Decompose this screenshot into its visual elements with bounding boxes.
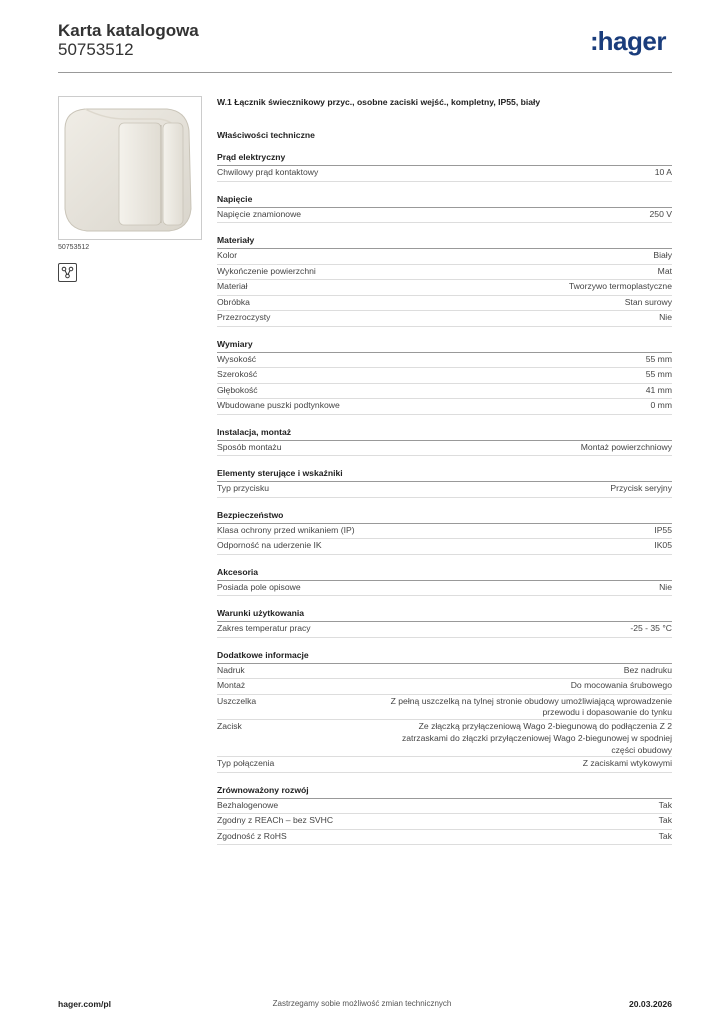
spec-row: [217, 695, 672, 721]
spec-key: Typ połączenia: [217, 758, 275, 769]
spec-value: 0 mm: [650, 400, 672, 410]
spec-table: [217, 140, 672, 845]
product-title: W.1 Łącznik świecznikowy przyc., osobne zaciski wejść., kompletny, IP55, biały: [217, 97, 541, 107]
spec-group-title: Dodatkowe informacje: [217, 648, 672, 664]
logo-text: hager: [597, 26, 666, 56]
spec-value: -25 - 35 °C: [630, 623, 672, 633]
spec-row: [217, 399, 672, 415]
spec-group-title: Bezpieczeństwo: [217, 508, 672, 524]
spec-value: Nie: [659, 312, 672, 322]
spec-row: [217, 482, 672, 498]
spec-value: Tak: [658, 830, 672, 841]
spec-key: Zgodny z REACh – bez SVHC: [217, 815, 334, 826]
spec-value: Montaż powierzchniowy: [580, 441, 672, 452]
spec-group-title: Wymiary: [217, 337, 672, 353]
spec-row: [217, 720, 672, 757]
spec-key: Wysokość: [217, 353, 257, 364]
section-title: Właściwości techniczne: [217, 130, 315, 140]
footer-date: 20.03.2026: [628, 999, 672, 1009]
spec-value: Tak: [658, 815, 672, 826]
spec-key: Zakres temperatur pracy: [217, 623, 311, 633]
spec-key: Wykończenie powierzchni: [217, 265, 316, 276]
spec-value: Biały: [653, 250, 672, 260]
spec-value: Z pełną uszczelką na tylnej stronie obudowy umożliwiającą wprowadzenie przewodu i dopasowanie do tynku: [390, 695, 672, 718]
spec-value: 55 mm: [645, 353, 672, 364]
spec-value: Bez nadruku: [623, 664, 672, 675]
spec-key: Zacisk: [217, 721, 242, 732]
product-image: [58, 96, 202, 240]
spec-row: [217, 166, 672, 182]
spec-row: [217, 384, 672, 400]
footer-website: hager.com/pl: [58, 999, 112, 1009]
spec-group-title: Materiały: [217, 233, 672, 249]
spec-value: Z zaciskami wtykowymi: [582, 758, 672, 769]
spec-value: 250 V: [649, 208, 672, 219]
spec-key: Wbudowane puszki podtynkowe: [217, 400, 340, 410]
spec-row: [217, 830, 672, 846]
spec-row: [217, 311, 672, 327]
spec-key: Uszczelka: [217, 695, 257, 706]
spec-key: Bezhalogenowe: [217, 799, 279, 810]
spec-key: Odporność na uderzenie IK: [217, 540, 322, 550]
spec-row: [217, 539, 672, 555]
spec-key: Napięcie znamionowe: [217, 208, 302, 219]
spec-value: Przycisk seryjny: [610, 483, 672, 493]
spec-row: [217, 353, 672, 369]
spec-key: Nadruk: [217, 664, 245, 675]
spec-key: Obróbka: [217, 296, 250, 307]
spec-row: [217, 441, 672, 457]
wiring-pictogram-icon: [58, 263, 77, 282]
spec-value: 55 mm: [645, 369, 672, 379]
spec-key: Montaż: [217, 680, 246, 690]
spec-value: Tworzywo termoplastyczne: [568, 281, 672, 291]
spec-group-title: Warunki użytkowania: [217, 606, 672, 622]
spec-key: Posiada pole opisowe: [217, 581, 301, 592]
spec-group-title: Instalacja, montaż: [217, 425, 672, 441]
spec-group-title: Zrównoważony rozwój: [217, 783, 672, 799]
spec-row: [217, 757, 672, 773]
spec-row: [217, 524, 672, 540]
doc-number: 50753512: [58, 40, 134, 59]
spec-row: [217, 622, 672, 638]
spec-value: Ze złączką przyłączeniową Wago 2-biegunową do podłączenia Z 2 zatrzaskami do złączki przyłączeniowej Wago 2-biegunowej w spodniej części obudowy: [401, 721, 672, 755]
spec-value: Nie: [659, 581, 672, 592]
spec-value: IK05: [654, 540, 672, 550]
spec-key: Głębokość: [217, 384, 258, 395]
spec-group-title: Akcesoria: [217, 565, 672, 581]
spec-key: Typ przycisku: [217, 483, 270, 493]
spec-row: [217, 679, 672, 695]
spec-group-title: Prąd elektryczny: [217, 150, 672, 166]
spec-row: [217, 249, 672, 265]
spec-value: 10 A: [654, 167, 672, 177]
spec-row: [217, 581, 672, 597]
spec-key: Chwilowy prąd kontaktowy: [217, 167, 319, 177]
footer-disclaimer: Zastrzegamy sobie możliwość zmian technicznych: [272, 999, 452, 1008]
product-image-label: 50753512: [58, 244, 90, 251]
spec-row: [217, 265, 672, 281]
spec-row: [217, 296, 672, 312]
doc-title: Karta katalogowa: [58, 21, 199, 40]
spec-row: [217, 814, 672, 830]
spec-key: Kolor: [217, 250, 238, 260]
spec-key: Sposób montażu: [217, 441, 282, 452]
spec-key: Zgodność z RoHS: [217, 830, 287, 841]
spec-key: Materiał: [217, 281, 248, 291]
header-divider: [58, 72, 672, 73]
spec-group-title: Napięcie: [217, 192, 672, 208]
spec-value: Do mocowania śrubowego: [570, 680, 672, 690]
spec-key: Klasa ochrony przed wnikaniem (IP): [217, 524, 355, 535]
spec-value: 41 mm: [645, 384, 672, 395]
logo-mark: :: [590, 26, 597, 56]
spec-key: Szerokość: [217, 369, 258, 379]
hager-logo: [590, 26, 666, 57]
spec-row: [217, 368, 672, 384]
spec-row: [217, 664, 672, 680]
spec-row: [217, 280, 672, 296]
spec-value: Tak: [658, 799, 672, 810]
spec-value: Stan surowy: [624, 296, 672, 307]
spec-row: [217, 799, 672, 815]
spec-row: [217, 208, 672, 224]
spec-value: Mat: [657, 265, 672, 276]
switch-product-illustration: [59, 97, 201, 239]
spec-value: IP55: [654, 524, 672, 535]
spec-group-title: Elementy sterujące i wskaźniki: [217, 466, 672, 482]
spec-key: Przezroczysty: [217, 312, 271, 322]
